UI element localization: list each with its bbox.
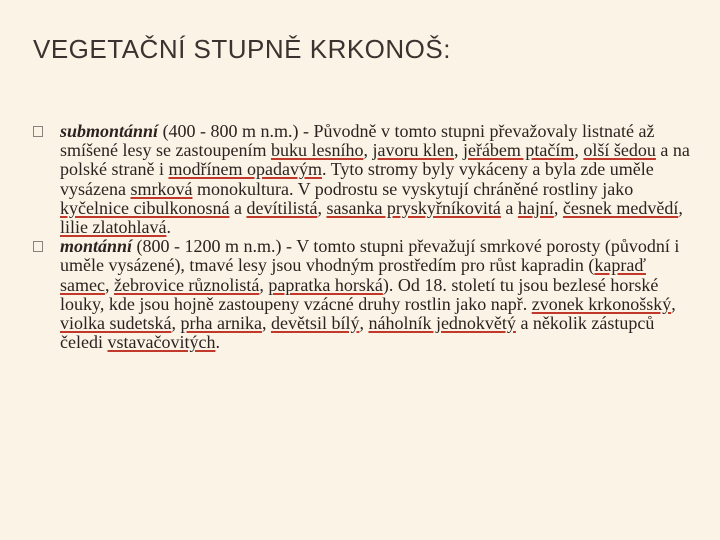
term-montane: montánní (60, 236, 133, 257)
text: , (317, 197, 327, 218)
text: , (104, 274, 114, 295)
link-modrin-opadavy[interactable]: modřínem opadavým (168, 159, 322, 180)
text: a několik zástupců čeledi (60, 313, 655, 353)
text: a na polské straně i (60, 140, 690, 180)
square-bullet-icon (33, 241, 43, 252)
link-smrkova[interactable]: smrková (130, 178, 193, 199)
text: (400 - 800 m n.m.) - Původně v tomto stupni převažovaly listnaté až smíšené lesy se zastoupením (60, 121, 655, 161)
list-item-submontane (33, 122, 693, 237)
list-item-montane (33, 237, 693, 352)
link-violka-sudetska[interactable]: violka sudetská (60, 313, 172, 334)
text: monokultura. V podrostu se vyskytují chráněné rostliny jako (192, 178, 634, 199)
link-naholnik-jednokvety[interactable]: náholník jednokvětý (368, 313, 516, 334)
text: , (359, 313, 369, 334)
link-papratka-horska[interactable]: papratka horská (268, 274, 383, 295)
text: ). Od 18. století tu jsou bezlesé horské louky, kde jsou hojně zastoupeny vzácné druhy rostlin jako např. (60, 274, 659, 314)
link-zvonek-krkonossky[interactable]: zvonek krkonošský (531, 293, 672, 314)
text: . (215, 332, 220, 353)
text: , (678, 197, 683, 218)
link-kapradsamec[interactable]: kapraď samec (60, 255, 646, 295)
link-lilie-zlatohlava[interactable]: lilie zlatohlavá (60, 217, 167, 238)
link-hajni[interactable]: hajní (517, 197, 554, 218)
text: , (363, 140, 373, 161)
text: a (500, 197, 518, 218)
link-jerab-ptaci[interactable]: jeřábem ptačím (462, 140, 575, 161)
text: , (261, 313, 271, 334)
text: , (259, 274, 269, 295)
link-sasanka-pryskyrnikovita[interactable]: sasanka pryskyřníkovitá (326, 197, 501, 218)
text: (800 - 1200 m n.m.) - V tomto stupni převažují smrkové porosty (původní i uměle vysázené), tmavé lesy jsou vhodným prostředím pro růst kapradin ( (60, 236, 680, 276)
text: , (453, 140, 463, 161)
bullet-list (33, 122, 693, 352)
text: a (229, 197, 247, 218)
link-devitilista[interactable]: devítilistá (246, 197, 318, 218)
text: , (553, 197, 563, 218)
link-buk-lesni[interactable]: buku lesního (270, 140, 364, 161)
link-olse-seda[interactable]: olší šedou (583, 140, 656, 161)
link-javor-klen[interactable]: javoru klen (372, 140, 454, 161)
link-devetsil-bily[interactable]: devětsil bílý (270, 313, 360, 334)
text: , (171, 313, 181, 334)
link-kycelnice-cibulkonosna[interactable]: kyčelnice cibulkonosná (60, 197, 230, 218)
term-submontane: submontánní (60, 121, 159, 141)
square-bullet-icon (33, 126, 43, 137)
slide-title: VEGETAČNÍ STUPNĚ KRKONOŠ: (33, 34, 451, 64)
text: . (166, 217, 171, 238)
text: , (671, 293, 676, 314)
text: , (574, 140, 584, 161)
link-cesnek-medvedi[interactable]: česnek medvědí (562, 197, 679, 218)
text: . Tyto stromy byly vykáceny a byla zde uměle vysázena (60, 159, 654, 199)
link-prha-arnika[interactable]: prha arnika (180, 313, 262, 334)
link-vstavacovite[interactable]: vstavačovitých (107, 332, 216, 353)
link-zebrovice-ruznolista[interactable]: žebrovice různolistá (113, 274, 260, 295)
